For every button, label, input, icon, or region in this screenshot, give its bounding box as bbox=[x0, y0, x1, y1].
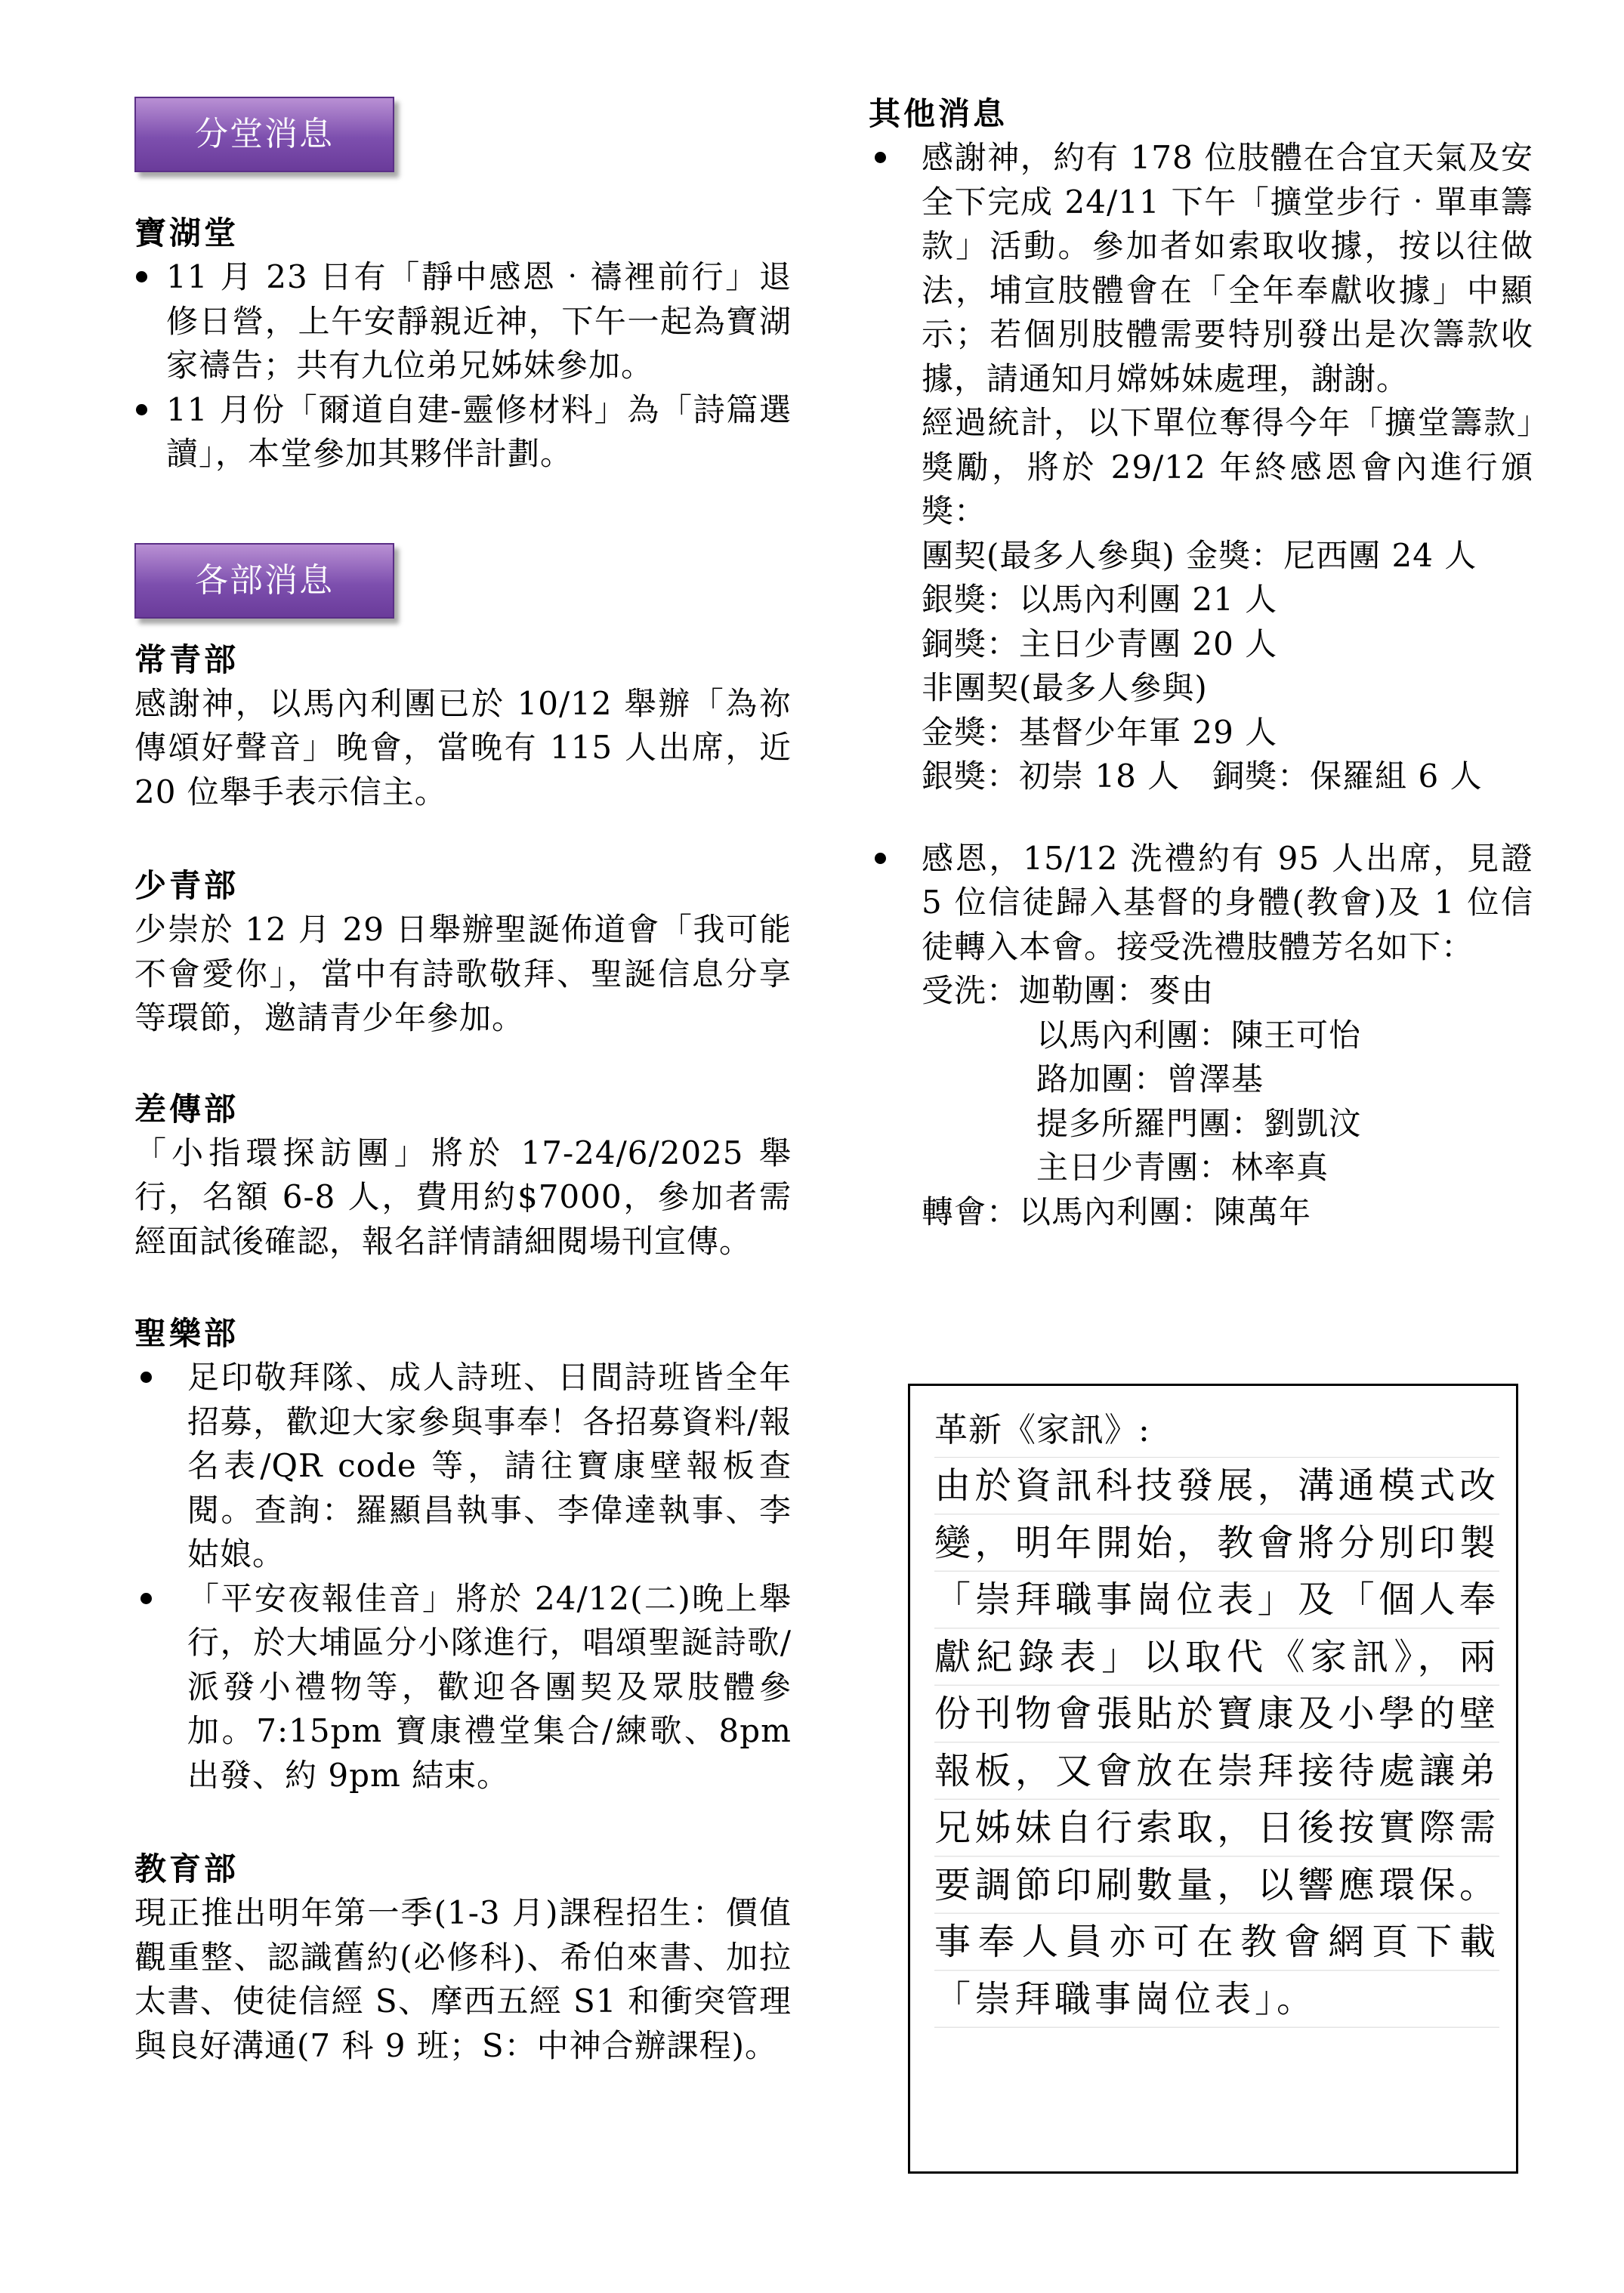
jiaoyu-section bbox=[134, 1847, 792, 2068]
baptism-text: 感恩，15/12 洗禮約有 95 人出席，見證 5 位信徒歸入基督的身體(教會)及 1 位信徒轉入本會。接受洗禮肢體芳名如下： bbox=[922, 839, 1533, 965]
award-line: 非團契(最多人參與) bbox=[922, 669, 1208, 706]
bullet-icon bbox=[136, 271, 147, 282]
baptism-line: 路加團：曾澤基 bbox=[1036, 1060, 1264, 1097]
bullet-icon bbox=[140, 1372, 152, 1383]
changqing-title: 常青部 bbox=[134, 640, 239, 678]
section-banner-branch-news: 分堂消息 bbox=[134, 97, 394, 172]
list-item: 足印敬拜隊、成人詩班、日間詩班皆全年招募，歡迎大家參與事奉！各招募資料/報名表/QR code 等，請往寶康壁報板查閱。查詢：羅顯昌執事、李偉達執事、李姑娘。 bbox=[134, 1356, 792, 1577]
award-line: 團契(最多人參與) 金獎：尼西團 24 人 bbox=[922, 536, 1477, 574]
shengyue-list bbox=[134, 1356, 792, 1798]
list-item bbox=[869, 136, 1533, 799]
award-line: 銅獎：主日少青團 20 人 bbox=[922, 625, 1278, 662]
chaichuan-title: 差傳部 bbox=[134, 1090, 239, 1128]
shaoqing-section bbox=[134, 864, 792, 1041]
shaoqing-text: 少崇於 12 月 29 日舉辦聖誕佈道會「我可能不會愛你」，當中有詩歌敬拜、聖誕信息分享等環節，邀請青少年參加。 bbox=[134, 911, 792, 1036]
fundraising-text: 感謝神，約有 178 位肢體在合宜天氣及安全下完成 24/11 下午「擴堂步行‧單車籌款」活動。參加者如索取收據，按以往做法，埔宣肢體會在「全年奉獻收據」中顯示；若個別肢體需要特別發出是次籌款收據，請通知月嫦姊妹處理，謝謝。 bbox=[922, 139, 1533, 397]
list-item: 「平安夜報佳音」將於 24/12(二)晚上舉行，於大埔區分小隊進行，唱頌聖誕詩歌/派發小禮物等，歡迎各團契及眾肢體參加。7:15pm 寶康禮堂集合/練歌、8pm 出發、約 9pm 結束。 bbox=[134, 1577, 792, 1798]
shengyue-title: 聖樂部 bbox=[134, 1315, 239, 1352]
baptism-line: 以馬內利團：陳王可怡 bbox=[1036, 1016, 1362, 1054]
left-column bbox=[134, 97, 792, 2068]
baptism-line: 提多所羅門團：劉凱汶 bbox=[1036, 1104, 1362, 1142]
jiaoyu-title: 教育部 bbox=[134, 1850, 239, 1887]
chaichuan-text: 「小指環探訪團」將於 17-24/6/2025 舉行，名額 6-8 人，費用約$7000，參加者需經面試後確認，報名詳情請細閱場刊宣傳。 bbox=[134, 1134, 792, 1260]
shengyue-section bbox=[134, 1312, 792, 1798]
section-banner-department-news: 各部消息 bbox=[134, 543, 394, 619]
bullet-icon bbox=[875, 853, 886, 864]
shaoqing-title: 少青部 bbox=[134, 867, 239, 904]
bullet-icon bbox=[136, 404, 147, 415]
bullet-icon bbox=[140, 1593, 152, 1604]
other-news-list bbox=[869, 136, 1533, 1234]
baohu-title: 寶湖堂 bbox=[134, 214, 239, 252]
baptism-line: 主日少青團：林率真 bbox=[1036, 1149, 1329, 1186]
award-line: 銀獎：以馬內利團 21 人 bbox=[922, 581, 1278, 618]
award-intro-text: 經過統計，以下單位奪得今年「擴堂籌款」獎勵，將於 29/12 年終感恩會內進行頒獎： bbox=[922, 404, 1533, 529]
transfer-line: 轉會：以馬內利團：陳萬年 bbox=[922, 1193, 1312, 1230]
chaichuan-section bbox=[134, 1088, 792, 1264]
newsletter-notice-box bbox=[908, 1384, 1518, 2174]
notice-title: 革新《家訊》: bbox=[934, 1404, 1499, 1458]
baohu-list bbox=[134, 255, 792, 477]
right-column bbox=[869, 92, 1533, 1234]
list-item: 11 月份「爾道自建-靈修材料」為「詩篇選讀」，本堂參加其夥伴計劃。 bbox=[134, 388, 792, 477]
bullet-icon bbox=[875, 152, 886, 163]
other-news-title: 其他消息 bbox=[869, 95, 1008, 132]
list-item: 11 月 23 日有「靜中感恩‧禱裡前行」退修日營，上午安靜親近神，下午一起為寶湖家禱告；共有九位弟兄姊妹參加。 bbox=[134, 255, 792, 388]
award-line: 銀獎：初崇 18 人 銅獎：保羅組 6 人 bbox=[922, 758, 1483, 795]
award-line: 金獎：基督少年軍 29 人 bbox=[922, 713, 1278, 751]
changqing-text: 感謝神，以馬內利團已於 10/12 舉辦「為祢傳頌好聲音」晚會，當晚有 115 人出席，近 20 位舉手表示信主。 bbox=[134, 684, 792, 810]
baohu-section bbox=[134, 211, 792, 477]
jiaoyu-text: 現正推出明年第一季(1-3 月)課程招生：價值觀重整、認識舊約(必修科)、希伯來書、加拉太書、使徒信經 S、摩西五經 S1 和衝突管理與良好溝通(7 科 9 班；S：中神合辦課程)。 bbox=[134, 1894, 792, 2064]
list-item bbox=[869, 837, 1533, 1235]
changqing-section bbox=[134, 638, 792, 815]
baptism-line: 受洗：迦勒團：麥由 bbox=[922, 972, 1215, 1009]
notice-text: 由於資訊科技發展，溝通模式改變，明年開始，教會將分別印製「崇拜職事崗位表」及「個人奉獻紀錄表」以取代《家訊》，兩份刊物會張貼於寶康及小學的壁報板，又會放在崇拜接待處讓弟兄姊妹自行索取，日後按實際需要調節印刷數量，以響應環保。事奉人員亦可在教會網頁下載「崇拜職事崗位表」。 bbox=[934, 1458, 1499, 2028]
